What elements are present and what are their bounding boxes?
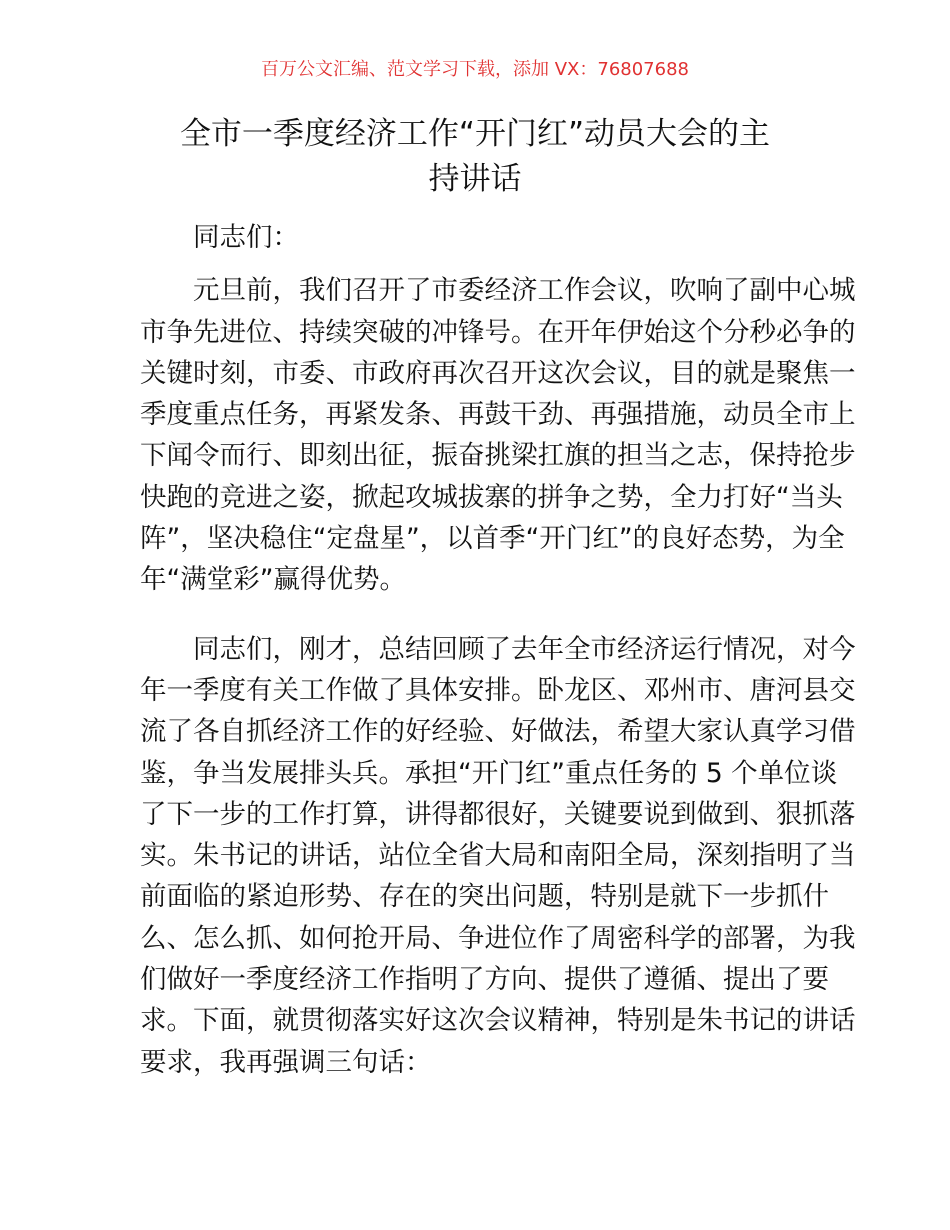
paragraph-line: 们做好一季度经济工作指明了方向、提供了遵循、提出了要 bbox=[140, 964, 829, 996]
paragraph-line: 季度重点任务，再紧发条、再鼓干劲、再强措施，动员全市上 bbox=[140, 399, 856, 431]
paragraph bbox=[140, 629, 856, 1083]
paragraph-line: 同志们，刚才，总结回顾了去年全市经济运行情况，对今 bbox=[193, 633, 856, 665]
title-line: 持讲话 bbox=[428, 161, 522, 197]
paragraph-line: 前面临的紧迫形势、存在的突出问题，特别是就下一步抓什 bbox=[140, 881, 829, 913]
paragraph-line: 鉴，争当发展排头兵。承担“开门红”重点任务的 5 个单位谈 bbox=[140, 757, 838, 789]
paragraph-line: 么、怎么抓、如何抢开局、争进位作了周密科学的部署，为我 bbox=[140, 922, 856, 954]
paragraph-line: 了下一步的工作打算，讲得都很好，关键要说到做到、狠抓落 bbox=[140, 798, 856, 830]
document-body bbox=[140, 217, 856, 1083]
title-line: 全市一季度经济工作“开门红”动员大会的主 bbox=[179, 116, 771, 152]
salutation: 同志们： bbox=[193, 222, 299, 253]
paragraph-line: 关键时刻，市委、市政府再次召开这次会议，目的就是聚焦一 bbox=[140, 357, 856, 389]
paragraph-line: 下闻令而行、即刻出征，振奋挑梁扛旗的担当之志，保持抢步 bbox=[140, 440, 856, 472]
paragraph-line: 快跑的竞进之姿，掀起攻城拔寨的拼争之势，全力打好“当头 bbox=[140, 481, 843, 513]
paragraph-line: 求。下面，就贯彻落实好这次会议精神，特别是朱书记的讲话 bbox=[140, 1005, 856, 1037]
paragraph-line: 年一季度有关工作做了具体安排。卧龙区、邓州市、唐河县交 bbox=[140, 674, 856, 706]
paragraph-line: 流了各自抓经济工作的好经验、好做法，希望大家认真学习借 bbox=[140, 716, 856, 748]
document-title bbox=[140, 112, 810, 202]
paragraph bbox=[140, 270, 856, 600]
paragraph-line: 实。朱书记的讲话，站位全省大局和南阳全局，深刻指明了当 bbox=[140, 840, 856, 872]
paragraph-line: 市争先进位、持续突破的冲锋号。在开年伊始这个分秒必争的 bbox=[140, 316, 856, 348]
paragraph-line: 年“满堂彩”赢得优势。 bbox=[140, 564, 406, 596]
paragraph-line: 要求，我再强调三句话： bbox=[140, 1046, 432, 1078]
watermark-header: 百万公文汇编、范文学习下载，添加 VX：76807688 bbox=[261, 59, 689, 80]
paragraph-line: 元旦前，我们召开了市委经济工作会议，吹响了副中心城 bbox=[193, 275, 856, 307]
paragraph-line: 阵”，坚决稳住“定盘星”，以首季“开门红”的良好态势，为全 bbox=[140, 523, 845, 555]
